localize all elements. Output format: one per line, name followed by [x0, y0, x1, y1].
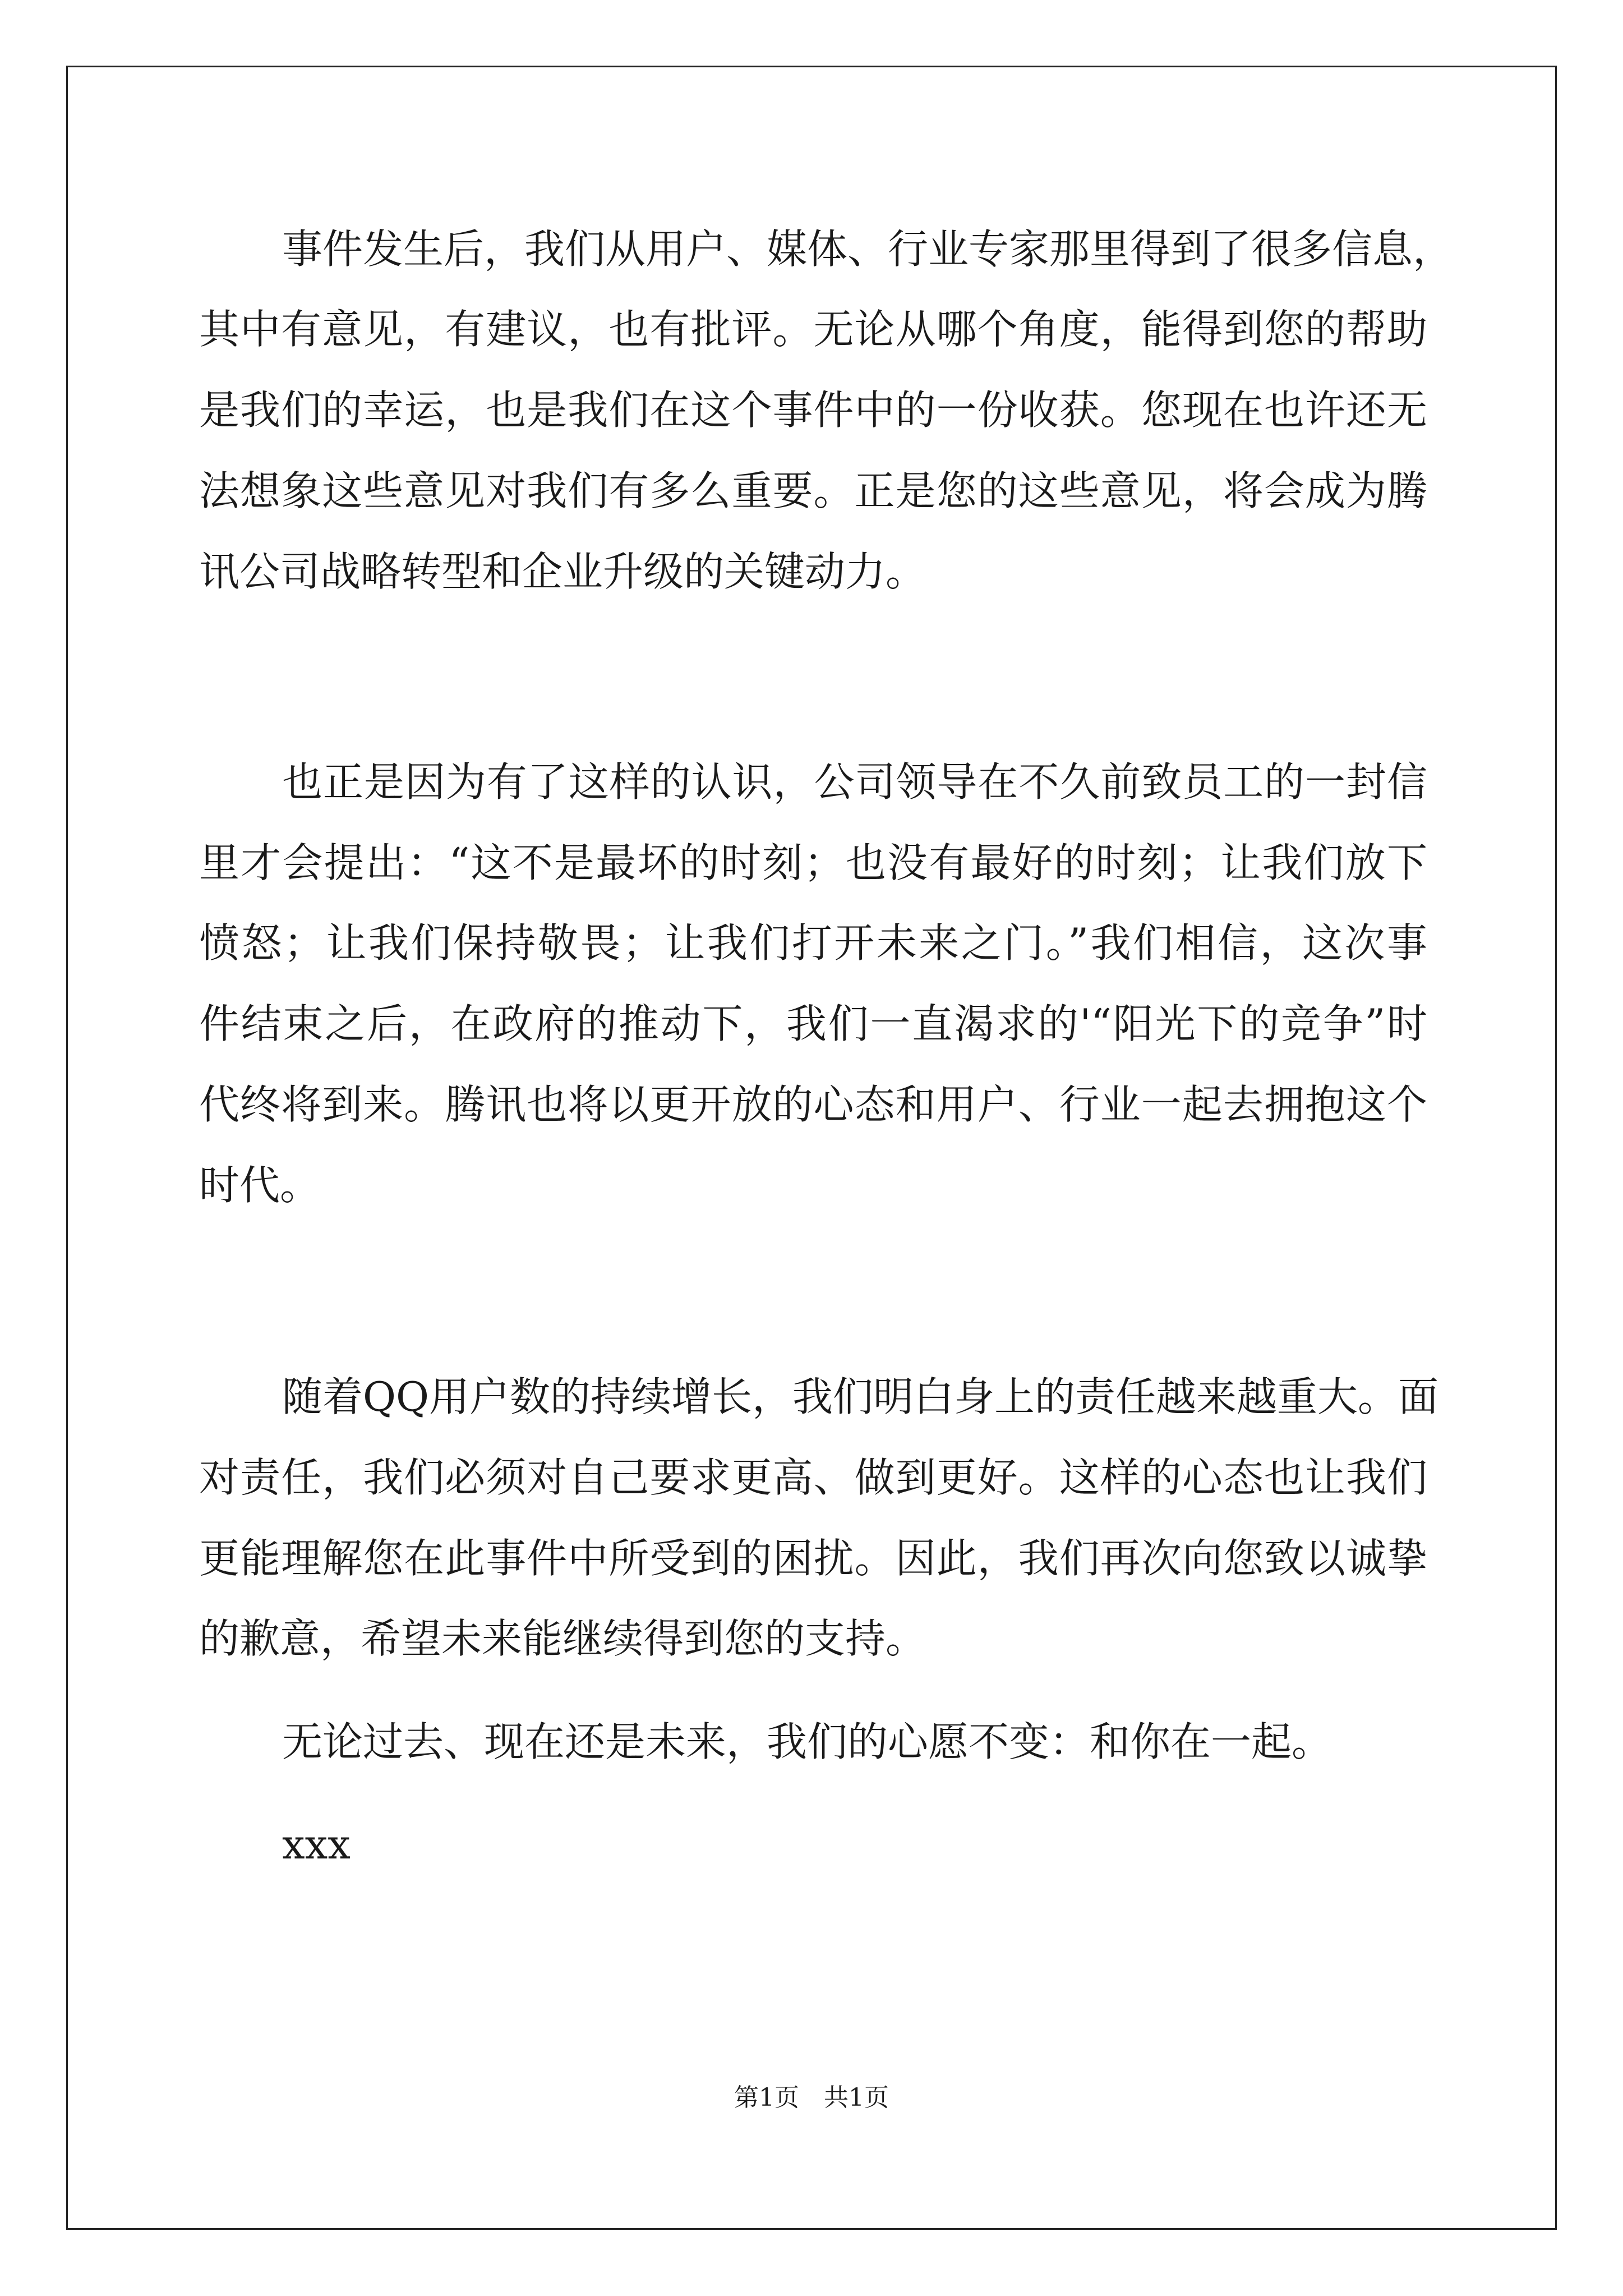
paragraph-1-line-5: 讯公司战略转型和企业升级的关键动力。	[199, 548, 926, 595]
paragraph-2-line-5: 代终将到来。腾讯也将以更开放的心态和用户、行业一起去拥抱这个	[199, 1081, 1427, 1128]
paragraph-3-line-2: 对责任，我们必须对自己要求更高、做到更好。这样的心态也让我们	[199, 1454, 1427, 1501]
paragraph-1-line-3: 是我们的幸运，也是我们在这个事件中的一份收获。您现在也许还无	[199, 386, 1427, 434]
paragraph-2-line-2: 里才会提出：“这不是最坏的时刻；也没有最好的时刻；让我们放下	[199, 839, 1427, 886]
paragraph-4-line-1: 无论过去、现在还是未来，我们的心愿不变：和你在一起。	[282, 1718, 1332, 1765]
paragraph-2-line-6: 时代。	[199, 1162, 321, 1209]
signature-line: xxx	[282, 1821, 351, 1868]
paragraph-1-line-1: 事件发生后，我们从用户、媒体、行业专家那里得到了很多信息，	[282, 226, 1454, 273]
paragraph-2-line-1: 也正是因为有了这样的认识，公司领导在不久前致员工的一封信	[282, 758, 1427, 806]
paragraph-3-line-3: 更能理解您在此事件中所受到的困扰。因此，我们再次向您致以诚挚	[199, 1535, 1427, 1582]
paragraph-2-line-4: 件结束之后，在政府的推动下，我们一直渴求的'“阳光下的竞争”时	[199, 1000, 1427, 1047]
paragraph-3-line-1: 随着QQ用户数的持续增长，我们明白身上的责任越来越重大。面	[282, 1373, 1439, 1420]
paragraph-2-line-3: 愤怒；让我们保持敬畏；让我们打开未来之门。”我们相信，这次事	[199, 919, 1427, 967]
paragraph-3-line-4: 的歉意，希望未来能继续得到您的支持。	[199, 1615, 926, 1662]
paragraph-1-line-2: 其中有意见，有建议，也有批评。无论从哪个角度，能得到您的帮助	[199, 306, 1427, 353]
paragraph-1-line-4: 法想象这些意见对我们有多么重要。正是您的这些意见，将会成为腾	[199, 467, 1427, 514]
page-number-footer: 第1页 共1页	[734, 2083, 889, 2112]
